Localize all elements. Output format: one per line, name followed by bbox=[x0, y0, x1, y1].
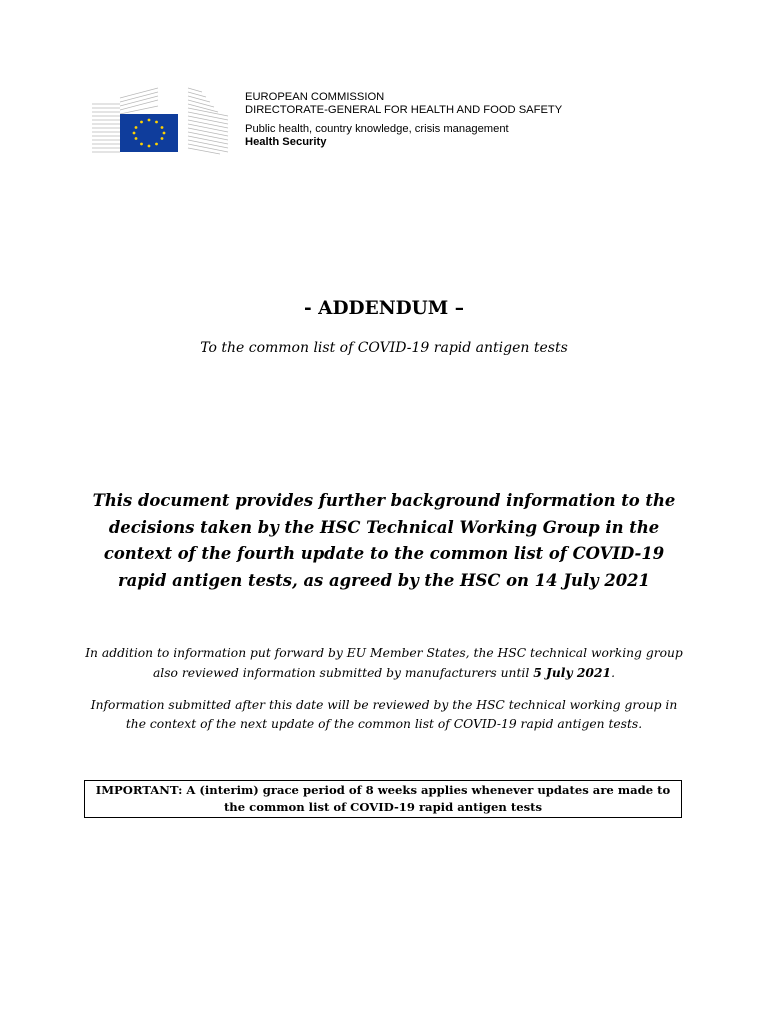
paragraph-review-text: In addition to information put forward by EU Member States, the HSC technical working group also reviewed information submitted by manufacturers until bbox=[85, 646, 683, 680]
paragraph-review-info bbox=[80, 644, 688, 683]
important-notice: IMPORTANT: A (interim) grace period of 8 weeks applies whenever updates are made to the common list of COVID-19 rapid antigen tests bbox=[84, 780, 682, 818]
letterhead bbox=[245, 91, 562, 149]
paragraph-review-end: . bbox=[611, 666, 616, 680]
paragraph-next-update: Information submitted after this date will be reviewed by the HSC technical working group in the context of the next update of the common list of COVID-19 rapid antigen tests. bbox=[90, 698, 678, 731]
document-title: - ADDENDUM – bbox=[304, 298, 464, 319]
org-name: EUROPEAN COMMISSION bbox=[245, 91, 385, 103]
submission-deadline: 5 July 2021 bbox=[533, 665, 612, 680]
document-subtitle: To the common list of COVID-19 rapid antigen tests bbox=[200, 340, 568, 356]
lead-statement: This document provides further background information to the decisions taken by the HSC Technical Working Group in the context of the fourth update to the common list of COVID-19 rapid antigen tests, as agreed by the HSC on 14 July 2021 bbox=[92, 491, 676, 590]
section-name: Health Security bbox=[245, 136, 327, 148]
directorate-name: DIRECTORATE-GENERAL FOR HEALTH AND FOOD SAFETY bbox=[245, 104, 563, 116]
european-commission-logo bbox=[90, 84, 232, 156]
unit-name: Public health, country knowledge, crisis management bbox=[245, 123, 509, 135]
